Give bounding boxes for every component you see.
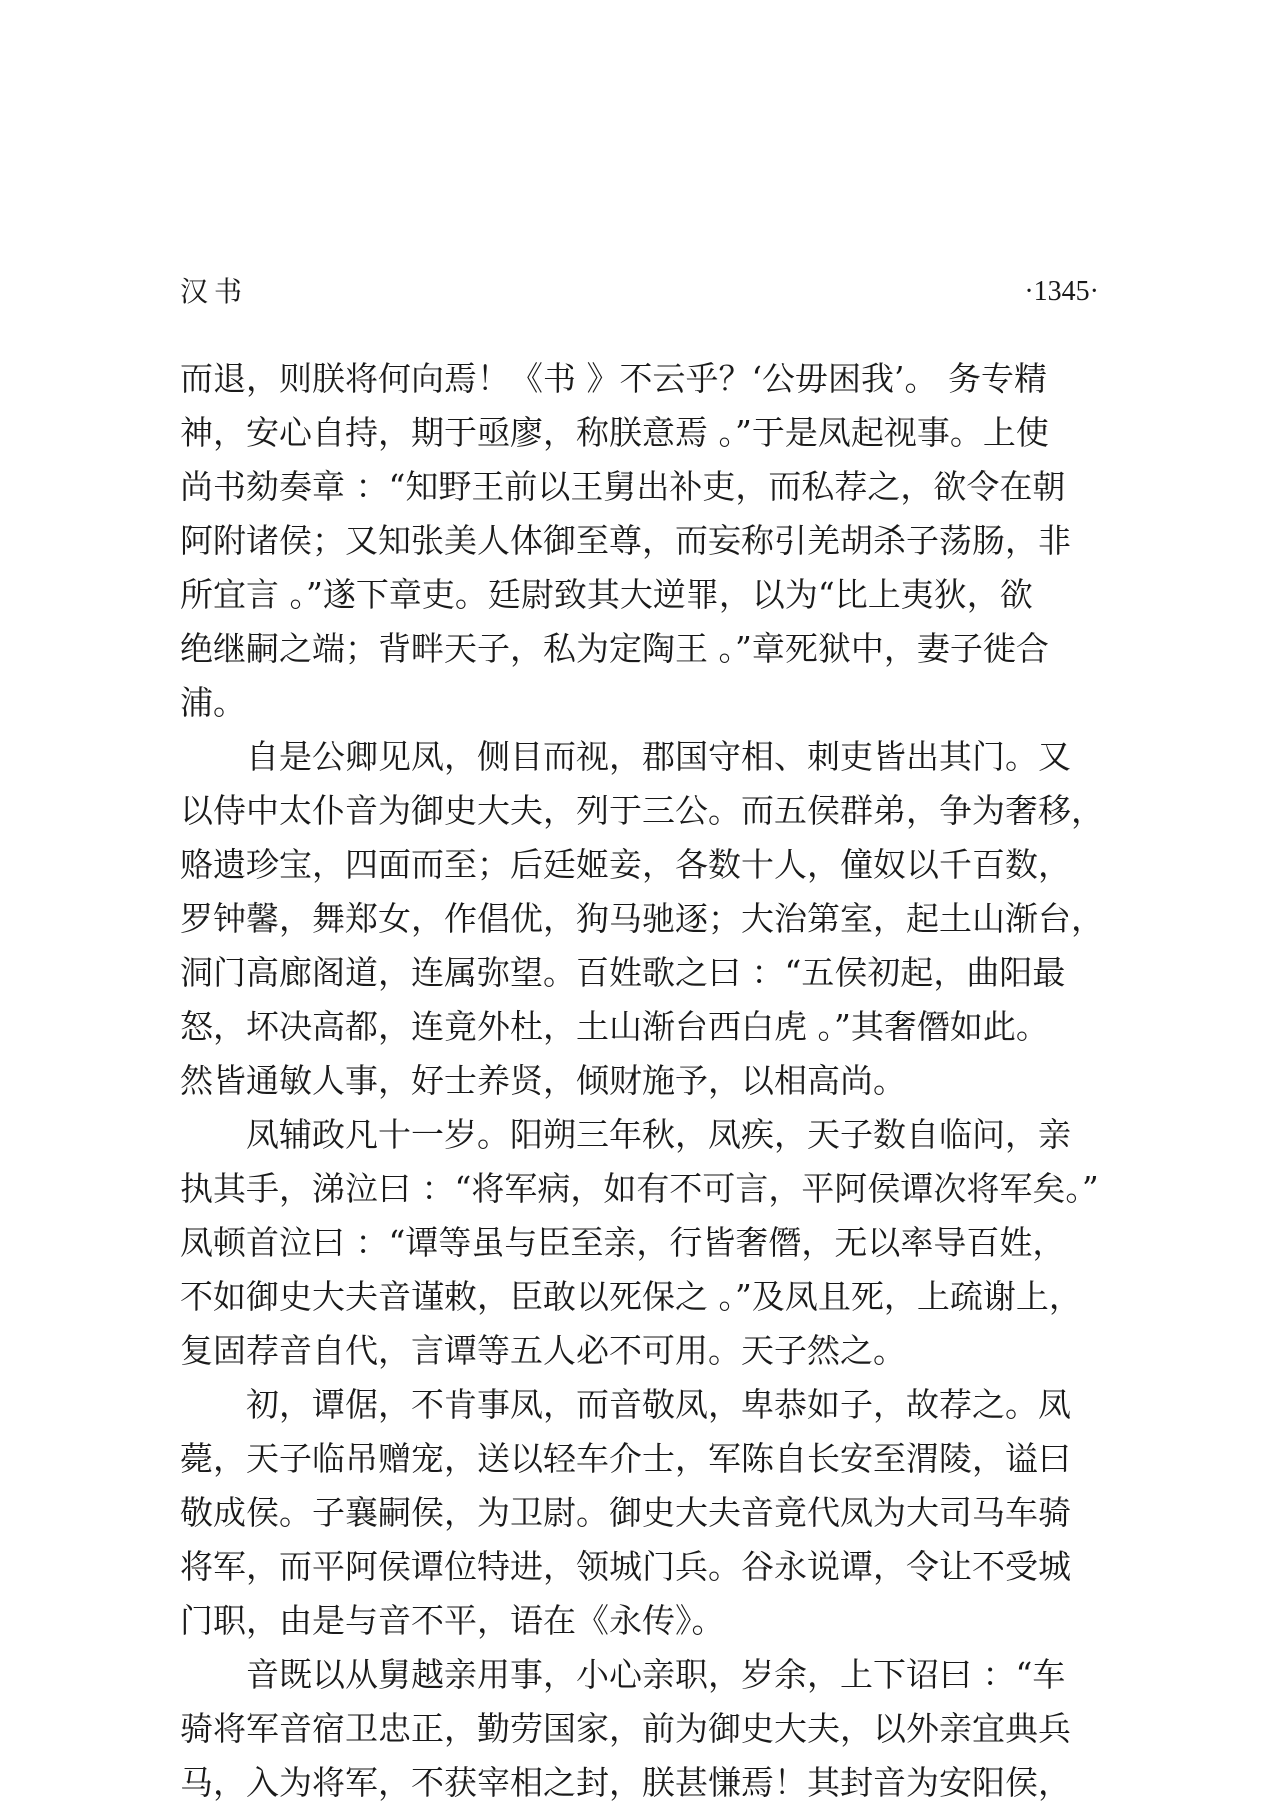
text-line: 初，谭倨，不肯事凤，而音敬凤，卑恭如子，故荐之。凤: [246, 1385, 1071, 1424]
text-line: 洞门高廊阁道，连属弥望。百姓歌之曰 ：“五侯初起，曲阳最: [180, 953, 1066, 992]
body-text: [180, 352, 1120, 1810]
text-line: 复固荐音自代，言谭等五人必不可用。天子然之。: [180, 1331, 906, 1370]
text-line: 凤辅政凡十一岁。阳朔三年秋，凤疾，天子数自临问，亲: [246, 1115, 1071, 1154]
page-number: ·1345·: [1024, 276, 1099, 307]
text-line: 而退，则朕将何向焉！《书 》不云乎？‘公毋困我’。 务专精: [180, 359, 1047, 398]
text-line: 赂遗珍宝，四面而至；后廷姬妾，各数十人，僮奴以千百数，: [180, 845, 1071, 884]
running-head-title: 汉书: [180, 275, 249, 308]
text-line: 敬成侯。子襄嗣侯，为卫尉。御史大夫音竟代凤为大司马车骑: [180, 1493, 1071, 1532]
text-line: 薨，天子临吊赠宠，送以轻车介士，军陈自长安至渭陵，谥曰: [180, 1439, 1071, 1478]
text-line: 罗钟馨，舞郑女，作倡优，狗马驰逐；大治第室，起土山渐台，: [180, 899, 1104, 938]
text-line: 尚书劾奏章 ：“知野王前以王舅出补吏，而私荐之，欲令在朝: [180, 467, 1066, 506]
text-line: 浦。: [180, 683, 246, 722]
text-line: 执其手，涕泣曰 ：“将军病，如有不可言，平阿侯谭次将军矣。”: [180, 1169, 1099, 1208]
text-line: 音既以从舅越亲用事，小心亲职，岁余，上下诏曰 ：“车: [246, 1655, 1066, 1694]
text-line: 然皆通敏人事，好士养贤，倾财施予，以相高尚。: [180, 1061, 906, 1100]
text-line: 将军，而平阿侯谭位特进，领城门兵。谷永说谭，令让不受城: [180, 1547, 1071, 1586]
text-line: 所宜言 。”遂下章吏。廷尉致其大逆罪，以为“比上夷狄，欲: [180, 575, 1033, 614]
text-line: 怒，坏决高都，连竟外杜，土山渐台西白虎 。”其奢僭如此。: [180, 1007, 1049, 1046]
text-line: 门职，由是与音不平，语在《永传》。: [180, 1601, 725, 1640]
text-line: 阿附诸侯；又知张美人体御至尊，而妄称引羌胡杀子荡肠，非: [180, 521, 1071, 560]
text-line: 绝继嗣之端；背畔天子，私为定陶王 。”章死狱中，妻子徙合: [180, 629, 1049, 668]
text-line: 自是公卿见凤，侧目而视，郡国守相、刺吏皆出其门。又: [246, 737, 1071, 776]
text-line: 骑将军音宿卫忠正，勤劳国家，前为御史大夫，以外亲宜典兵: [180, 1709, 1071, 1748]
text-line: 以侍中太仆音为御史大夫，列于三公。而五侯群弟，争为奢移，: [180, 791, 1104, 830]
text-line: 神，安心自持，期于亟廖，称朕意焉 。”于是凤起视事。上使: [180, 413, 1049, 452]
text-line: 不如御史大夫音谨敕，臣敢以死保之 。”及凤且死，上疏谢上，: [180, 1277, 1082, 1316]
text-line: 凤顿首泣曰 ：“谭等虽与臣至亲，行皆奢僭，无以率导百姓，: [180, 1223, 1066, 1262]
text-line: 马，入为将军，不获宰相之封，朕甚慊焉！其封音为安阳侯，: [180, 1763, 1071, 1802]
